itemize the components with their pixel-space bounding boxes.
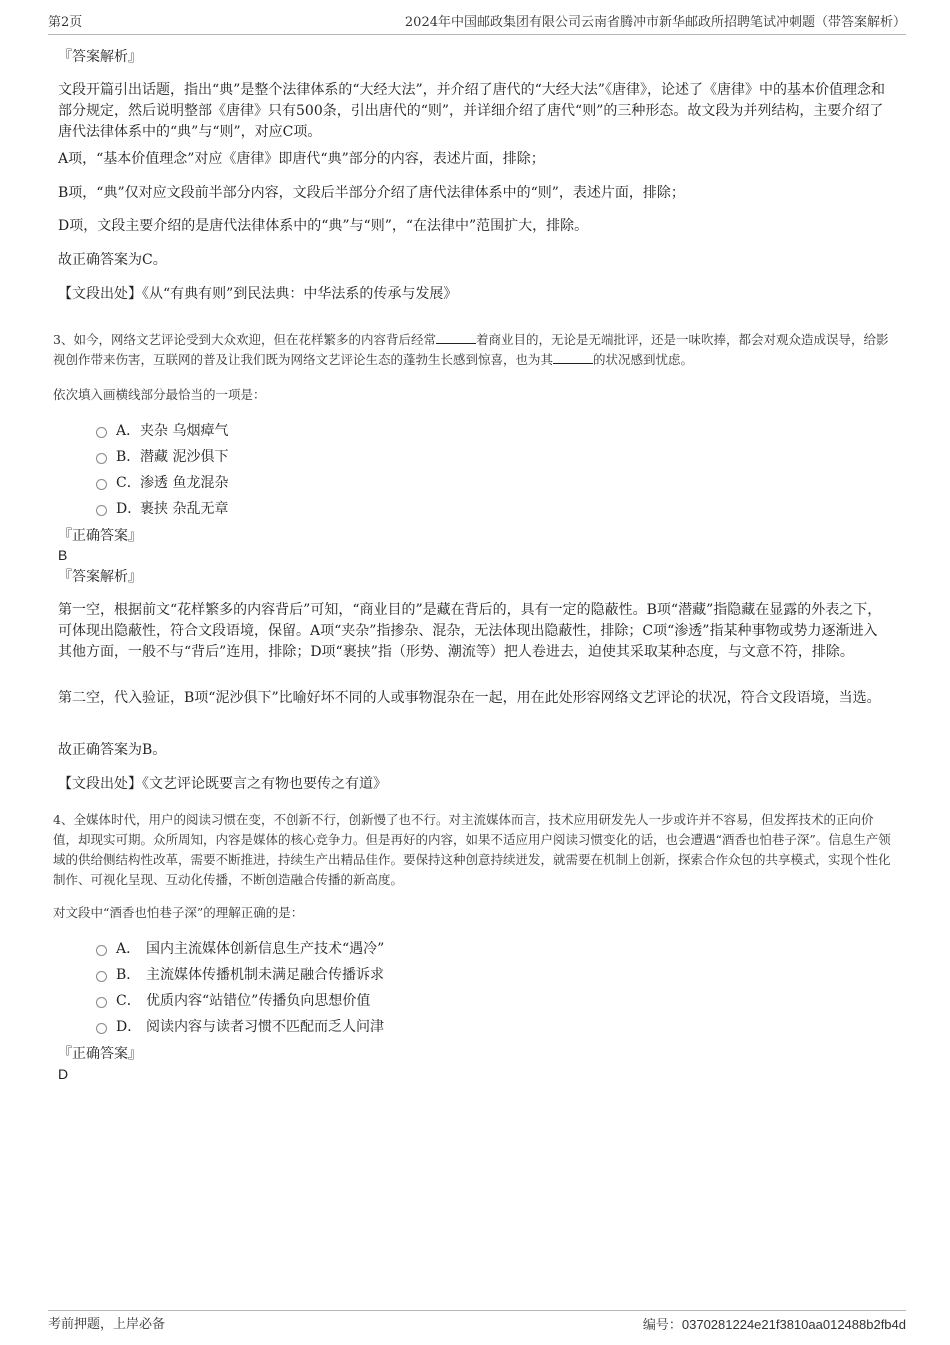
q4-answer-label: 『正确答案』 [58, 1046, 142, 1062]
option-letter: B． [116, 449, 141, 465]
q3-option-b[interactable] [96, 444, 856, 470]
option-letter: A． [116, 941, 141, 957]
q3-blank-1 [436, 331, 476, 344]
q3-source-text: 【文段出处】《文艺评论既要言之有物也要传之有道》 [58, 776, 387, 792]
q3-option-a[interactable] [96, 418, 856, 444]
radio-icon[interactable] [96, 1023, 107, 1034]
q4-options [96, 936, 856, 1040]
q2-analysis-d [58, 216, 890, 237]
q3-source [58, 774, 890, 795]
radio-icon[interactable] [96, 997, 107, 1008]
option-letter: C． [116, 475, 141, 491]
q4-option-b[interactable] [96, 962, 856, 988]
q3-option-c[interactable] [96, 470, 856, 496]
q3-analysis-2-text: 第二空，代入验证，B项“泥沙俱下”比喻好坏不同的人或事物混杂在一起，用在此处形容网络文艺评论的状况，符合文段语境，当选。 [58, 690, 881, 706]
q4-stem-text: 4、全媒体时代，用户的阅读习惯在变，不创新不行，创新慢了也不行。对主流媒体而言，技术应用研发先人一步或许并不容易，但发挥技术的正向价值，却现实可期。众所周知，内容是媒体的核心竞争力。但是再好的内容，如果不适应用户阅读习惯变化的话，也会遭遇“酒香也怕巷子深”。信息生产领域的供给侧结构性改革，需要不断推进，持续生产出精品佳作。要保持这种创意持续迸发，就需要在机制上创新，探索合作众包的共享模式，实现个性化制作、可视化呈现、互动化传播，不断创造融合传播的新高度。 [53, 812, 891, 887]
option-text: 夹杂 乌烟瘴气 [140, 423, 229, 439]
q2-analysis-paragraph [58, 80, 890, 143]
radio-icon[interactable] [96, 505, 107, 516]
q3-stem-part3: 的状况感到忧虑。 [593, 352, 694, 367]
q4-prompt-text: 对文段中“酒香也怕巷子深”的理解正确的是： [53, 905, 304, 920]
q2-analysis-a-text: A项，“基本价值理念”对应《唐律》即唐代“典”部分的内容，表述片面，排除； [58, 151, 545, 167]
q3-answer-label: 『正确答案』 [58, 528, 142, 544]
q3-option-d[interactable] [96, 496, 856, 522]
q3-analysis-label: 『答案解析』 [58, 569, 142, 585]
option-letter: D． [116, 501, 142, 517]
q4-prompt [53, 903, 885, 923]
option-text: 优质内容“站错位”传播负向思想价值 [146, 993, 371, 1009]
q3-stem-part2: 着商业目的，无论是无端批评，还是一味吹捧，都会对观众造成误导，给影视创作带来伤害，互联网的普及让我们既为网络文艺评论生态的蓬勃生长感到惊喜，也为其 [53, 332, 889, 367]
option-letter: B． [116, 967, 141, 983]
option-text: 裹挟 杂乱无章 [140, 501, 229, 517]
q2-source [58, 284, 890, 305]
radio-icon[interactable] [96, 945, 107, 956]
option-letter: A． [116, 423, 141, 439]
option-text: 主流媒体传播机制未满足融合传播诉求 [146, 967, 384, 983]
q2-conclusion [58, 250, 890, 271]
q3-prompt-text: 依次填入画横线部分最恰当的一项是： [53, 387, 266, 402]
q2-analysis-b-text: B项，“典”仅对应文段前半部分内容，文段后半部分介绍了唐代法律体系中的“则”，表述片面，排除； [58, 185, 685, 201]
radio-icon[interactable] [96, 453, 107, 464]
radio-icon[interactable] [96, 427, 107, 438]
radio-icon[interactable] [96, 971, 107, 982]
page-number: 第2页 [48, 15, 83, 30]
q3-conclusion-text: 故正确答案为B。 [58, 742, 167, 758]
radio-icon[interactable] [96, 479, 107, 490]
option-text: 国内主流媒体创新信息生产技术“遇冷” [146, 941, 385, 957]
q3-analysis-1-text: 第一空，根据前文“花样繁多的内容背后”可知，“商业目的”是藏在背后的，具有一定的隐蔽性。B项“潜藏”指隐藏在显露的外表之下，可体现出隐蔽性，符合文段语境，保留。A项“夹杂”指掺杂、混杂，无法体现出隐蔽性，排除；C项“渗透”指某种事物或势力逐渐进入其他方面，一般不与“背后”连用，排除；D项“裹挟”指（形势、潮流等）把人卷进去，迫使其采取某种态度，与文意不符，排除。 [58, 602, 882, 660]
q3-analysis-1 [58, 600, 890, 663]
q4-stem [53, 810, 898, 890]
option-text: 渗透 鱼龙混杂 [140, 475, 229, 491]
page-footer [48, 1310, 906, 1335]
q4-option-c[interactable] [96, 988, 856, 1014]
q2-analysis-d-text: D项，文段主要介绍的是唐代法律体系中的“典”与“则”，“在法律中”范围扩大，排除。 [58, 218, 589, 234]
footer-code: 编号：0370281224e21f3810aa012488b2fb4d [642, 1317, 906, 1332]
q2-analysis-b [58, 183, 890, 204]
q3-conclusion [58, 740, 890, 761]
q2-conclusion-text: 故正确答案为C。 [58, 252, 167, 268]
q3-prompt [53, 385, 885, 405]
q2-source-text: 【文段出处】《从“有典有则”到民法典：中华法系的传承与发展》 [58, 286, 458, 302]
q4-option-a[interactable] [96, 936, 856, 962]
q2-analysis-a [58, 149, 890, 170]
option-letter: D． [116, 1019, 142, 1035]
option-letter: C． [116, 993, 141, 1009]
q4-option-d[interactable] [96, 1014, 856, 1040]
q3-blank-2 [553, 351, 593, 364]
q4-answer: D [58, 1066, 69, 1082]
q2-analysis-label: 『答案解析』 [58, 49, 142, 65]
option-text: 潜藏 泥沙俱下 [140, 449, 229, 465]
q3-options [96, 418, 856, 522]
document-title: 2024年中国邮政集团有限公司云南省腾冲市新华邮政所招聘笔试冲刺题（带答案解析） [404, 15, 906, 30]
q2-analysis-text: 文段开篇引出话题，指出“典”是整个法律体系的“大经大法”，并介绍了唐代的“大经大法”《唐律》，论述了《唐律》中的基本价值理念和部分规定，然后说明整部《唐律》只有500条，引出唐代的“则”，并详细介绍了唐代“则”的三种形态。故文段为并列结构，主要介绍了唐代法律体系中的“典”与“则”，对应C项。 [58, 82, 885, 140]
option-text: 阅读内容与读者习惯不匹配而乏人问津 [146, 1019, 384, 1035]
page-header [48, 12, 906, 35]
q3-answer: B [58, 547, 68, 563]
q3-stem [53, 330, 898, 370]
q3-stem-part1: 3、如今，网络文艺评论受到大众欢迎，但在花样繁多的内容背后经常 [53, 332, 436, 347]
footer-slogan: 考前押题，上岸必备 [48, 1317, 166, 1332]
q3-analysis-2 [58, 688, 890, 709]
